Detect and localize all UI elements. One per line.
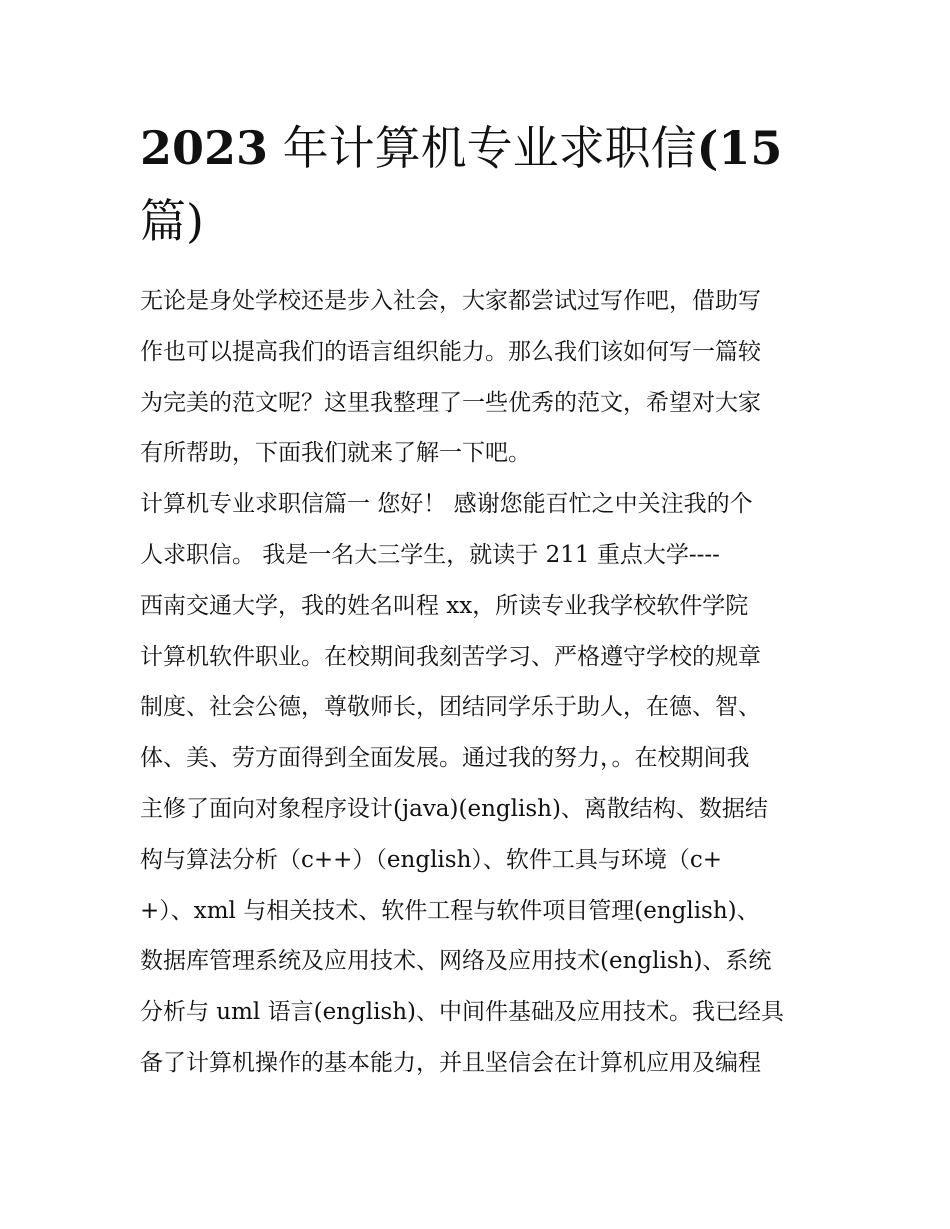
title-main: 年计算机专业求职信 — [282, 121, 697, 175]
text-line: 备了计算机操作的基本能力，并且坚信会在计算机应用及编程 — [140, 1049, 761, 1076]
text-line: 有所帮助，下面我们就来了解一下吧。 — [140, 440, 531, 467]
title-count: (15 — [696, 121, 783, 175]
text-line: 数据库管理系统及应用技术、网络及应用技术(english)、系统 — [140, 948, 772, 975]
text-line: 分析与 uml 语言(english)、中间件基础及应用技术。我已经具 — [140, 999, 785, 1026]
text-line: 人求职信。 我是一名大三学生，就读于 211 重点大学---- — [140, 541, 720, 568]
title-year: 2023 — [140, 121, 269, 175]
text-line: 体、美、劳方面得到全面发展。通过我的努力，。在校期间我 — [140, 745, 750, 772]
text-line: +）、xml 与相关技术、软件工程与软件项目管理(english)、 — [140, 897, 760, 924]
text-line: 计算机专业求职信篇一 您好！ 感谢您能百忙之中关注我的个 — [140, 491, 753, 518]
text-line: 无论是身处学校还是步入社会，大家都尝试过写作吧，借助写 — [140, 288, 761, 314]
text-line: 作也可以提高我们的语言组织能力。那么我们该如何写一篇较 — [140, 338, 761, 365]
text-line: 构与算法分析（c++）（english）、软件工具与环境（c+ — [140, 846, 723, 873]
text-line: 为完美的范文呢？这里我整理了一些优秀的范文，希望对大家 — [140, 389, 761, 416]
body-text — [140, 284, 830, 1097]
document-title — [140, 112, 820, 258]
text-line: 计算机软件职业。在校期间我刻苦学习、严格遵守学校的规章 — [140, 643, 761, 670]
text-line: 主修了面向对象程序设计(java)(english)、离散结构、数据结 — [140, 795, 768, 822]
text-line: 西南交通大学，我的姓名叫程 xx，所读专业我学校软件学院 — [140, 592, 749, 619]
title-suffix: 篇) — [140, 194, 204, 248]
text-line: 制度、社会公德，尊敬师长，团结同学乐于助人，在德、智、 — [140, 694, 761, 721]
